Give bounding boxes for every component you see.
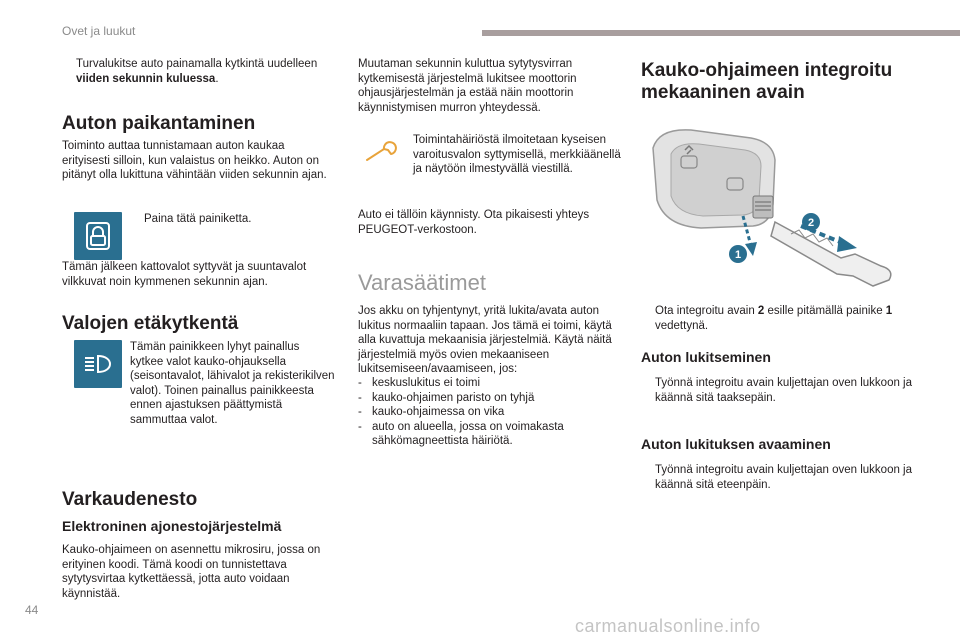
- header-bar: [482, 30, 960, 36]
- paragraph-after-press: Tämän jälkeen kattovalot syttyvät ja suuntavalot vilkkuvat noin kymmenen sekunnin ajan.: [62, 261, 307, 288]
- paragraph-locate: Toiminto auttaa tunnistamaan auton kaukaa erityisesti silloin, kun valaistus on heikko. Auton on pitänyt olla lukittuna vähintään viiden sekunnin ajan.: [62, 140, 327, 181]
- heading-immobiliser: Elektroninen ajonestojärjestelmä: [62, 518, 282, 534]
- heading-backup-controls: Varasäätimet: [358, 270, 486, 295]
- callout-1: 1: [734, 249, 742, 261]
- wrench-icon: [364, 140, 398, 166]
- condition-list: [358, 376, 628, 449]
- headlight-icon: [74, 340, 122, 388]
- heading-integrated-key: Kauko-ohjaimeen integroitu mekaaninen avain: [641, 60, 893, 103]
- press-bullet: Paina tätä painiketta.: [144, 213, 252, 225]
- bold-text: viiden sekunnin kuluessa: [76, 72, 216, 85]
- lock-button-icon: [74, 212, 122, 260]
- watermark: carmanualsonline.info: [575, 616, 761, 636]
- heading-theft: Varkaudenesto: [62, 489, 198, 510]
- paragraph-immobiliser: Kauko-ohjaimeen on asennettu mikrosiru, jossa on erityinen koodi. Tämä koodi on tunnistettava sytytysvirtaa kytkettäessä, jotta auto voidaan käynnistää.: [62, 544, 321, 600]
- callout-2: 2: [807, 217, 815, 229]
- key-illustration: [641, 120, 911, 302]
- lock-bullet: Turvalukitse auto painamalla kytkintä uudelleen viiden sekunnin kuluessa.: [76, 58, 318, 85]
- unlock-car-bullet: Työnnä integroitu avain kuljettajan oven lukkoon ja käännä sitä eteenpäin.: [655, 464, 913, 491]
- list-item: - kauko-ohjaimen paristo on tyhjä: [358, 391, 535, 404]
- list-item: - kauko-ohjaimessa on vika: [358, 406, 505, 418]
- paragraph-lights: Tämän painikkeen lyhyt painallus kytkee valot kauko-ohjauksella (seisontavalot, lähivalot ja rekisterikilven valot). Toinen painallus painikkeesta ennen ajastuksen päättymistä sammuttaa valot.: [130, 341, 335, 426]
- heading-lock: Auton lukitseminen: [641, 349, 771, 365]
- list-item: - auto on alueella, jossa on voimakasta sähkömagneettista häiriötä.: [358, 420, 564, 447]
- heading-lights: Valojen etäkytkentä: [62, 313, 239, 334]
- paragraph-backup: Jos akku on tyhjentynyt, yritä lukita/avata auton lukitus normaaliin tapaan. Jos tämä ei toimi, käytä alla kuvattuja mekaanisia järjestelmiä. Käytä näitä järjestelmiä myös ovien mekaaniseen lukitsemiseen/avaamiseen, jos:: [358, 305, 612, 375]
- paragraph-immob-lock: Muutaman sekunnin kuluttua sytytysvirran kytkemisestä järjestelmä lukitsee moottorin ohjausjärjestelmän ja estää näin moottorin käynnistymisen murron yhteydessä.: [358, 58, 577, 114]
- paragraph-no-start: Auto ei tällöin käynnisty. Ota pikaisesti yhteys PEUGEOT-verkostoon.: [358, 209, 590, 236]
- heading-locate: Auton paikantaminen: [62, 113, 256, 134]
- extract-key-bullet: Ota integroitu avain 2 esille pitämällä painike 1 vedettynä.: [655, 305, 893, 332]
- lock-car-bullet: Työnnä integroitu avain kuljettajan oven lukkoon ja käännä sitä taaksepäin.: [655, 377, 913, 404]
- paragraph-fault: Toimintahäiriöstä ilmoitetaan kyseisen varoitusvalon syttymisellä, merkkiäänellä ja näytöön ilmestyvällä viestillä.: [413, 134, 621, 175]
- section-title: Ovet ja luukut: [62, 24, 136, 38]
- page-number: 44: [25, 603, 39, 617]
- heading-unlock: Auton lukituksen avaaminen: [641, 436, 831, 452]
- list-item: - keskuslukitus ei toimi: [358, 377, 481, 389]
